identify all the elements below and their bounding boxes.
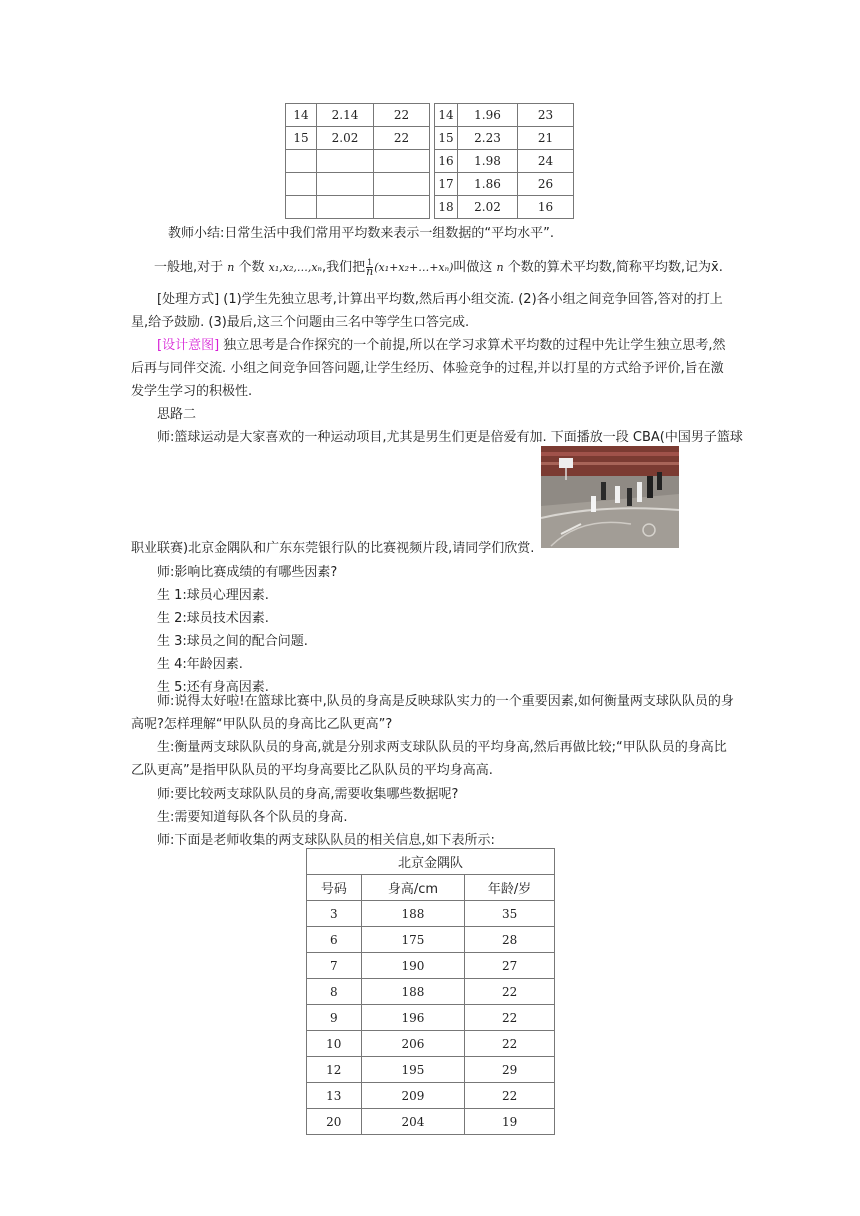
- table-cell: 196: [361, 1005, 465, 1031]
- dialog-line: 生 2:球员技术因素.: [157, 611, 269, 626]
- table-cell: [286, 173, 317, 196]
- basketball-court-image: [541, 446, 679, 548]
- table-cell: 27: [465, 953, 555, 979]
- table-cell: 18: [435, 196, 458, 219]
- table-row: [307, 1057, 555, 1083]
- fraction: $\frac{1}{n}$: [366, 258, 374, 278]
- table-row: [307, 901, 555, 927]
- design-intent-label: [设计意图]: [157, 338, 220, 353]
- table-cell: 12: [307, 1057, 362, 1083]
- table-cell: [374, 173, 430, 196]
- table-cell: 15: [286, 127, 317, 150]
- table-cell: 35: [465, 901, 555, 927]
- table-row: [307, 1031, 555, 1057]
- dialog-line: 师:下面是老师收集的两支球队队员的相关信息,如下表所示:: [157, 833, 495, 848]
- beijing-team-table: [306, 848, 555, 1135]
- table-cell: 2.23: [458, 127, 518, 150]
- column-header: 身高/cm: [361, 875, 465, 901]
- table-row: [307, 927, 555, 953]
- table-cell: 22: [465, 979, 555, 1005]
- table-cell: [286, 150, 317, 173]
- table-cell: 15: [435, 127, 458, 150]
- dialog-line: 师:要比较两支球队队员的身高,需要收集哪些数据呢?: [157, 787, 459, 802]
- table-row: [286, 104, 574, 127]
- dialog-intro-line-1: 师:篮球运动是大家喜欢的一种运动项目,尤其是男生们更是倍爱有加. 下面播放一段 CBA(中国男子篮球: [157, 430, 743, 445]
- table-cell: 2.02: [458, 196, 518, 219]
- table-cell: 29: [465, 1057, 555, 1083]
- dialog-line: 生:需要知道每队各个队员的身高.: [157, 810, 348, 825]
- table-cell: 22: [465, 1083, 555, 1109]
- table-cell: 206: [361, 1031, 465, 1057]
- team-table-title: 北京金隅队: [307, 849, 555, 875]
- table-row: [307, 1083, 555, 1109]
- table-cell: 24: [518, 150, 574, 173]
- table-cell: [317, 196, 374, 219]
- table-cell: 209: [361, 1083, 465, 1109]
- approach-two-heading: 思路二: [157, 407, 197, 422]
- column-header: 号码: [307, 875, 362, 901]
- student-answer-paragraph: 生:衡量两支球队队员的身高,就是分别求两支球队队员的平均身高,然后再做比较;“甲队队员的身高比乙队更高”是指甲队队员的平均身高要比乙队队员的平均身高高.: [131, 740, 727, 778]
- table-cell: 190: [361, 953, 465, 979]
- table-cell: [374, 196, 430, 219]
- table-cell: 22: [374, 104, 430, 127]
- table-cell: 26: [518, 173, 574, 196]
- dialog-line: 师:影响比赛成绩的有哪些因素?: [157, 565, 338, 580]
- mean-definition: 一般地,对于 n 个数 x₁,x₂,…,xₙ,我们把 $\frac{1}{n}$ (x₁+x₂+…+xₙ)叫做这 n 个数的算术平均数,简称平均数,记为x̄.: [154, 258, 723, 278]
- dialog-line: 生 5:还有身高因素.: [157, 680, 269, 695]
- table-cell: 1.86: [458, 173, 518, 196]
- table-cell: 6: [307, 927, 362, 953]
- table-cell: 16: [435, 150, 458, 173]
- processing-paragraph: [处理方式] (1)学生先独立思考,计算出平均数,然后再小组交流. (2)各小组之间竞争回答,答对的打上星,给予鼓励. (3)最后,这三个问题由三名中等学生口答完成.: [131, 292, 723, 330]
- table-cell: 1.98: [458, 150, 518, 173]
- table-row: [307, 953, 555, 979]
- table-cell: [286, 196, 317, 219]
- table-cell: 1.96: [458, 104, 518, 127]
- table-cell: [317, 173, 374, 196]
- table-cell: 9: [307, 1005, 362, 1031]
- table-cell: 19: [465, 1109, 555, 1135]
- column-header: 年龄/岁: [465, 875, 555, 901]
- table-cell: 14: [435, 104, 458, 127]
- table-cell: 28: [465, 927, 555, 953]
- table-cell: 23: [518, 104, 574, 127]
- table-cell: 2.02: [317, 127, 374, 150]
- table-cell: 14: [286, 104, 317, 127]
- table-row: [286, 173, 574, 196]
- table-cell: 13: [307, 1083, 362, 1109]
- height-question-paragraph: 师:说得太好啦!在篮球比赛中,队员的身高是反映球队实力的一个重要因素,如何衡量两支球队队员的身高呢?怎样理解“甲队队员的身高比乙队更高”?: [131, 694, 734, 732]
- basketball-video-thumbnail[interactable]: [541, 446, 679, 548]
- table-cell: 22: [465, 1031, 555, 1057]
- table-row: [286, 127, 574, 150]
- table-cell: 2.14: [317, 104, 374, 127]
- table-cell: 17: [435, 173, 458, 196]
- table-row: [286, 150, 574, 173]
- table-row: [286, 196, 574, 219]
- table-cell: 188: [361, 901, 465, 927]
- score-table: [285, 103, 574, 219]
- table-cell: 20: [307, 1109, 362, 1135]
- table-row: [307, 1005, 555, 1031]
- table-cell: [374, 150, 430, 173]
- table-cell: 21: [518, 127, 574, 150]
- design-intent-paragraph: [设计意图] 独立思考是合作探究的一个前提,所以在学习求算术平均数的过程中先让学生独立思考,然后再与同伴交流. 小组之间竞争回答问题,让学生经历、体验竞争的过程,并以打星的方式给予评价,旨在激发学生学习的积极性.: [131, 338, 726, 399]
- table-cell: 7: [307, 953, 362, 979]
- table-cell: 3: [307, 901, 362, 927]
- dialog-line: 生 3:球员之间的配合问题.: [157, 634, 308, 649]
- dialog-line: 生 1:球员心理因素.: [157, 588, 269, 603]
- table-cell: 8: [307, 979, 362, 1005]
- table-row: [307, 979, 555, 1005]
- table-cell: 22: [374, 127, 430, 150]
- table-cell: 195: [361, 1057, 465, 1083]
- table-cell: 204: [361, 1109, 465, 1135]
- dialog-line: 生 4:年龄因素.: [157, 657, 243, 672]
- table-cell: 10: [307, 1031, 362, 1057]
- table-row: [307, 1109, 555, 1135]
- teacher-summary: 教师小结:日常生活中我们常用平均数来表示一组数据的“平均水平”.: [168, 226, 554, 241]
- table-cell: 175: [361, 927, 465, 953]
- table-cell: 16: [518, 196, 574, 219]
- table-cell: [317, 150, 374, 173]
- table-cell: 188: [361, 979, 465, 1005]
- table-cell: 22: [465, 1005, 555, 1031]
- dialog-intro-line-2: 职业联赛)北京金隅队和广东东莞银行队的比赛视频片段,请同学们欣赏.: [131, 541, 535, 556]
